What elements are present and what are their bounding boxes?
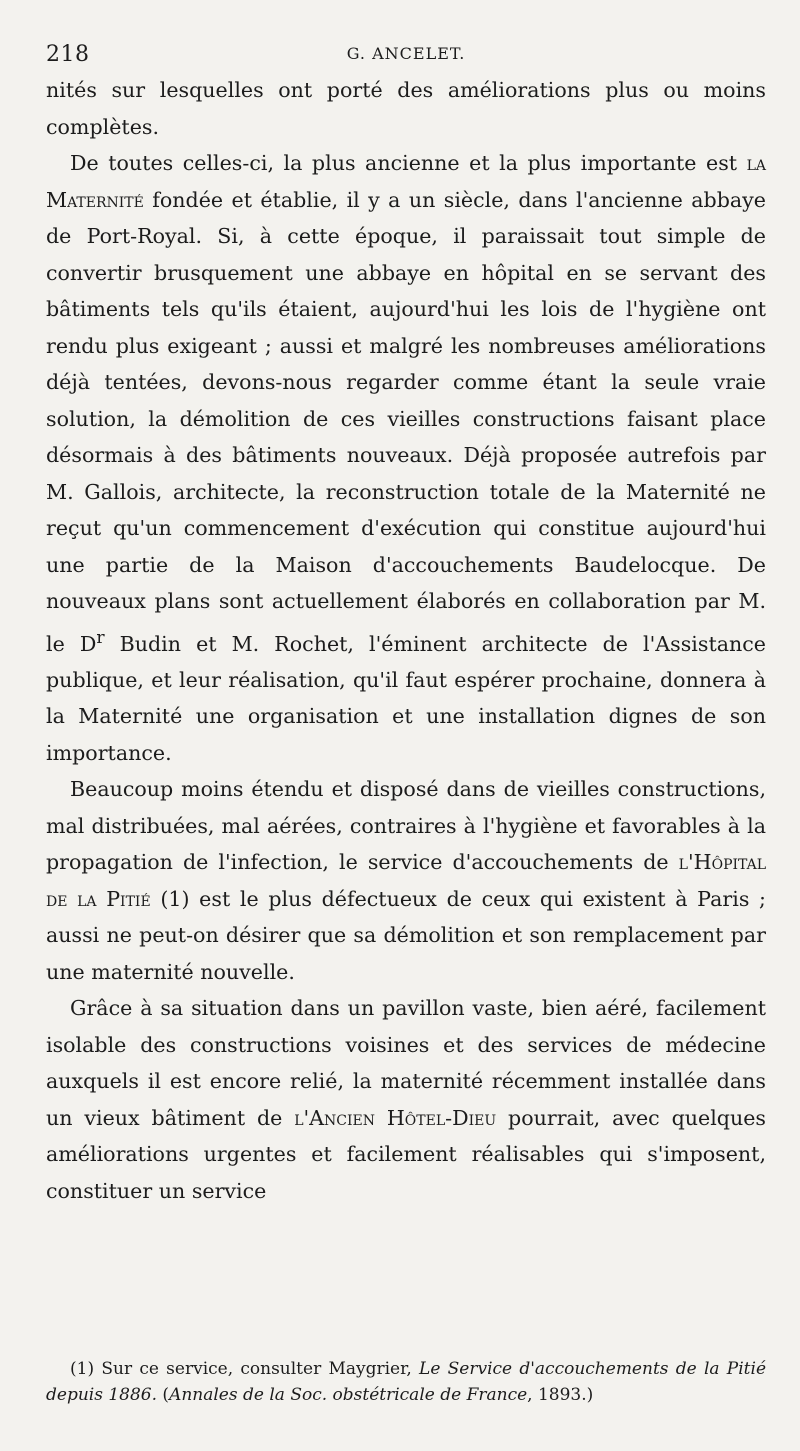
body-text — [46, 72, 766, 1209]
institution-name: l'Ancien Hôtel-Dieu — [294, 1105, 497, 1130]
footnote-title: Le Service d'accouchements de la Pitié depuis 1886. — [46, 1359, 766, 1405]
footnote-text: ( — [157, 1385, 170, 1405]
paragraph-maternite — [46, 145, 766, 771]
footnote-text: Sur ce service, consulter Maygrier, — [94, 1359, 420, 1379]
superscript: r — [96, 627, 105, 648]
footnote-journal: Annales de la Soc. obstétricale de France — [169, 1385, 528, 1405]
paragraph-text: Grâce à sa situation dans un pavillon vaste, bien aéré, facilement isolable des constructions voisines et des services de médecine auxquels il est encore relié, la maternité récemment installée dans un vieux bâtiment de — [46, 996, 766, 1130]
footnote-text: , 1893.) — [527, 1385, 594, 1405]
footnote-marker: (1) — [70, 1359, 95, 1379]
institution-name: la Maternité — [46, 151, 766, 212]
paragraph-pitie — [46, 771, 766, 990]
institution-name: l'Hôpital de la Pitié — [46, 850, 766, 911]
page-number: 218 — [46, 42, 90, 67]
footnote — [46, 1356, 766, 1408]
paragraph-text: Beaucoup moins étendu et disposé dans de vieilles constructions, mal distribuées, mal aérées, contraires à l'hygiène et favorables à la propagation de l'infection, le service d'accouchements de — [46, 777, 766, 875]
paragraph-text: (1) est le plus défectueux de ceux qui existent à Paris ; aussi ne peut-on désirer que sa démolition et son remplacement par une maternité nouvelle. — [46, 886, 766, 984]
paragraph-text: Budin et M. Rochet, l'éminent architecte de l'Assistance publique, et leur réalisation, qu'il faut espérer prochaine, donnera à la Maternité une organisation et une installation dignes de son importance. — [46, 631, 766, 765]
page-header — [46, 32, 766, 72]
paragraph-text: nités sur lesquelles ont porté des améliorations plus ou moins complètes. — [46, 78, 766, 139]
running-head: G. ANCELET. — [346, 44, 466, 63]
paragraph-text: fondée et établie, il y a un siècle, dans l'ancienne abbaye de Port-Royal. Si, à cette époque, il paraissait tout simple de convertir brusquement une abbaye en hôpital en se servant des bâtiments tels qu'ils étaient, aujourd'hui les lois de l'hygiène ont rendu plus exigeant ; aussi et malgré les nombreuses améliorations déjà tentées, devons-nous regarder comme étant la seule vraie solution, la démolition de ces vieilles constructions faisant place désormais à des bâtiments nouveaux. Déjà proposée autrefois par M. Gallois, architecte, la reconstruction totale de la Maternité ne reçut qu'un commencement d'exécution qui constitue aujourd'hui une partie de la Maison d'accouchements Baudelocque. De nouveaux plans sont actuellement élaborés en collaboration par M. le D — [46, 187, 766, 656]
paragraph-continuation — [46, 72, 766, 145]
paragraph-text: pourrait, avec quelques améliorations urgentes et facilement réalisables qui s'imposent, constituer un service — [46, 1105, 766, 1203]
footnotes — [46, 1356, 766, 1408]
paragraph-hotel-dieu — [46, 990, 766, 1209]
paragraph-text: De toutes celles-ci, la plus ancienne et la plus importante est — [70, 151, 747, 175]
